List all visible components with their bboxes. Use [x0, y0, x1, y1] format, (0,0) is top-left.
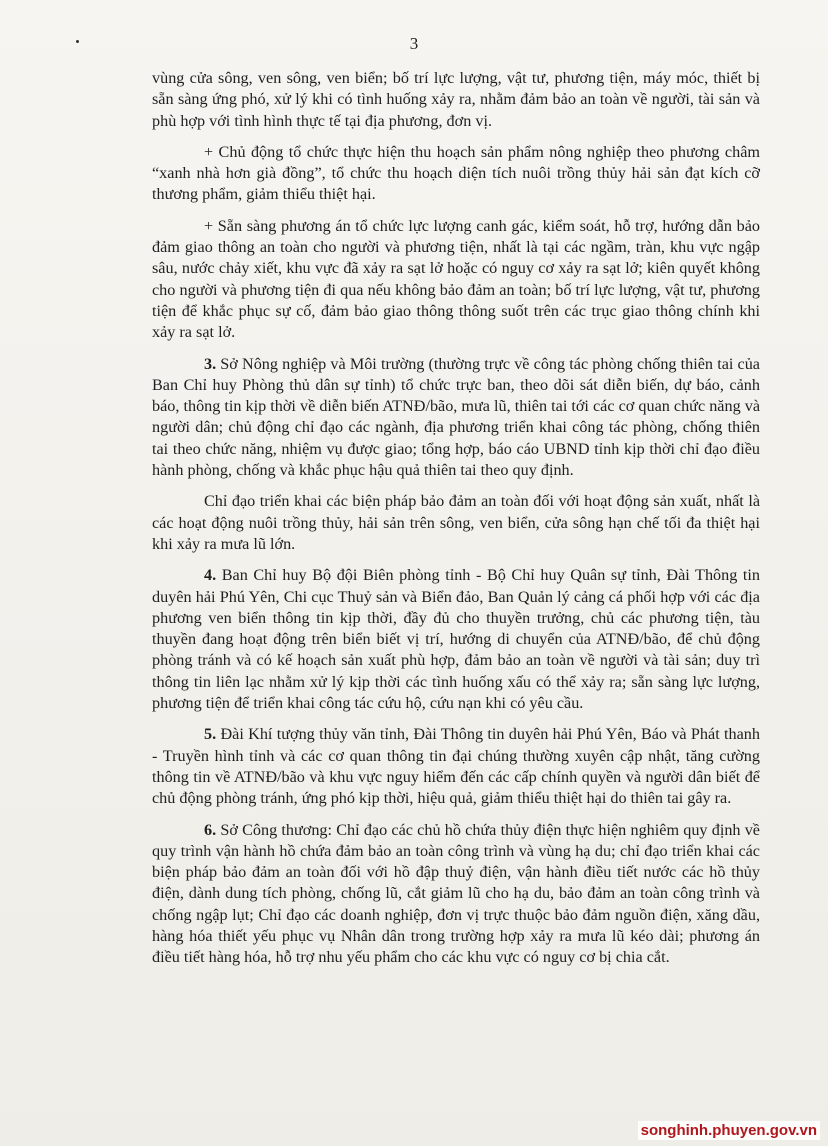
paragraph-number: 6.: [204, 820, 217, 839]
paragraph-text: + Chủ động tổ chức thực hiện thu hoạch sản phẩm nông nghiệp theo phương châm “xanh nhà hơn già đồng”, tổ chức thu hoạch diện tích nuôi trồng thủy hải sản đạt kích cỡ thương phẩm, giảm thiểu thiệt hại.: [152, 142, 760, 204]
paragraph-5: [152, 491, 760, 555]
paragraph-3: [152, 216, 760, 344]
paragraph-4: [152, 354, 760, 482]
paragraph-number: 4.: [204, 566, 217, 585]
paragraph-1: [152, 68, 760, 132]
paragraph-text: vùng cửa sông, ven sông, ven biển; bố trí lực lượng, vật tư, phương tiện, máy móc, thiết bị sẵn sàng ứng phó, xử lý khi có tình huống xảy ra, nhằm đảm bảo an toàn về người, tài sản và phù hợp với tình hình thực tế tại địa phương, đơn vị.: [152, 69, 760, 130]
page-number: 3: [409, 34, 419, 53]
paragraph-8: [152, 820, 760, 969]
paragraph-number: 3.: [204, 354, 217, 373]
paragraph-text: Sở Công thương: Chỉ đạo các chủ hồ chứa thủy điện thực hiện nghiêm quy định về quy trình vận hành hồ chứa đảm bảo an toàn công trình và vùng hạ du; chỉ đạo triển khai các biện pháp bảo đảm an toàn đối với hồ đập thuỷ điện, vận hành điều tiết nước các hồ thủy điện, dành dung tích phòng, chống lũ, cắt giảm lũ cho hạ du, bảo đảm an toàn công trình và chống ngập lụt; Chỉ đạo các doanh nghiệp, đơn vị trực thuộc bảo đảm nguồn điện, xăng dầu, hàng hóa thiết yếu phục vụ Nhân dân trong trường hợp xảy ra mưa lũ kéo dài; phương án điều tiết hàng hóa, hỗ trợ nhu yếu phẩm cho các khu vực có nguy cơ bị chia cắt.: [152, 820, 760, 967]
paragraph-text: Chỉ đạo triển khai các biện pháp bảo đảm an toàn đối với hoạt động sản xuất, nhất là các hoạt động nuôi trồng thủy, hải sản trên sông, ven biển, cửa sông hạn chế tối đa thiệt hại khi xảy ra mưa lũ lớn.: [152, 492, 760, 553]
paragraph-text: Sở Nông nghiệp và Môi trường (thường trực về công tác phòng chống thiên tai của Ban Chỉ huy Phòng thủ dân sự tỉnh) tổ chức trực ban, theo dõi sát diễn biến, dự báo, cảnh báo, thông tin kịp thời về diễn biến ATNĐ/bão, mưa lũ, thiên tai tới các cơ quan chức năng và người dân; chủ động chỉ đạo các ngành, địa phương triển khai công tác phòng, chống thiên tai theo chức năng, nhiệm vụ được giao; tổng hợp, báo cáo UBND tỉnh kịp thời chỉ đạo điều hành phòng, chống và khắc phục hậu quả thiên tai theo quy định.: [152, 354, 760, 480]
paragraph-6: [152, 565, 760, 714]
paragraph-text: + Sẵn sàng phương án tổ chức lực lượng canh gác, kiểm soát, hỗ trợ, hướng dẫn bảo đảm giao thông an toàn cho người và phương tiện, nhất là tại các ngầm, tràn, khu vực ngập sâu, nước chảy xiết, khu vực đã xảy ra sạt lở hoặc có nguy cơ xảy ra sạt lở; kiên quyết không cho người và phương tiện đi qua nếu không bảo đảm an toàn; bố trí lực lượng, vật tư, phương tiện để khắc phục sự cố, đảm bảo giao thông thông suốt trên các trục giao thông chính khi xảy ra sạt lở.: [152, 216, 760, 342]
source-watermark: songhinh.phuyen.gov.vn: [638, 1121, 820, 1140]
document-body: [152, 68, 760, 979]
paragraph-text: Đài Khí tượng thủy văn tỉnh, Đài Thông tin duyên hải Phú Yên, Báo và Phát thanh - Truyền hình tỉnh và các cơ quan thông tin đại chúng thường xuyên cập nhật, tăng cường thông tin về ATNĐ/bão và khu vực nguy hiểm đến các cấp chính quyền và người dân biết để chủ động phòng tránh, ứng phó kịp thời, hiệu quả, giảm thiểu thiệt hại do thiên tai gây ra.: [152, 725, 760, 808]
paragraph-number: 5.: [204, 725, 217, 744]
paragraph-7: [152, 724, 760, 809]
paragraph-text: Ban Chỉ huy Bộ đội Biên phòng tỉnh - Bộ Chỉ huy Quân sự tỉnh, Đài Thông tin duyên hải Phú Yên, Chi cục Thuỷ sản và Biển đảo, Ban Quản lý cảng cá phối hợp với các địa phương ven biển thông tin kịp thời, đầy đủ cho thuyền trưởng, chủ các phương tiện, tàu thuyền đang hoạt động trên biển biết vị trí, hướng di chuyển của ATNĐ/bão, để chủ động phòng tránh và có kế hoạch sản xuất phù hợp, đảm bảo an toàn về người và tài sản; duy trì thông tin liên lạc nhằm xử lý kịp thời các tình huống xấu có thể xảy ra; sẵn sàng lực lượng, phương tiện để triển khai công tác cứu hộ, cứu nạn khi có yêu cầu.: [152, 566, 760, 713]
paragraph-2: [152, 142, 760, 206]
